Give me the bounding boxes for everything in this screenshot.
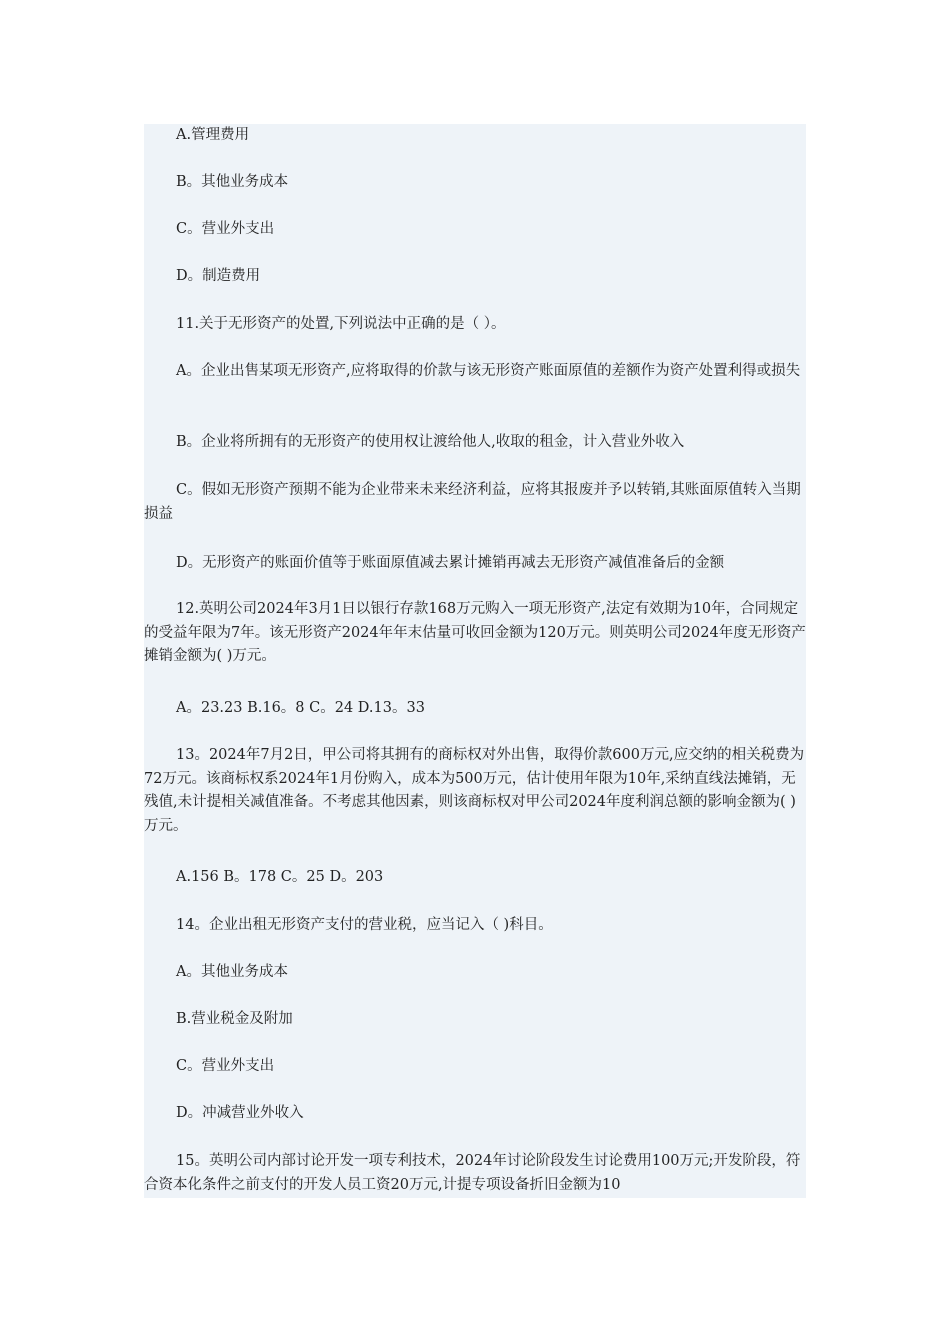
option-c-paragraph: C。营业外支出 — [176, 221, 275, 237]
question-11: 11.关于无形资产的处置,下列说法中正确的是（ ）。 — [176, 316, 506, 332]
question-11-option-a: A。企业出售某项无形资产,应将取得的价款与该无形资产账面原值的差额作为资产处置利得或损失 — [176, 363, 801, 379]
question-11-option-d: D。无形资产的账面价值等于账面原值减去累计摊销再减去无形资产减值准备后的金额 — [176, 555, 725, 571]
option-b-paragraph: B。其他业务成本 — [176, 174, 289, 190]
question-12: 12.英明公司2024年3月1日以银行存款168万元购入一项无形资产,法定有效期为10年，合同规定的受益年限为7年。该无形资产2024年年末估量可收回金额为120万元。则英明公司2024年度无形资产摊销金额为( )万元。 — [144, 601, 806, 664]
question-13: 13。2024年7月2日，甲公司将其拥有的商标权对外出售，取得价款600万元,应交纳的相关税费为72万元。该商标权系2024年1月份购入，成本为500万元，估计使用年限为10年,采纳直线法摊销，无残值,未计提相关减值准备。不考虑其他因素，则该商标权对甲公司2024年度利润总额的影响金额为( )万元。 — [144, 747, 805, 834]
question-13-options: A.156 B。178 C。25 D。203 — [176, 869, 384, 885]
question-11-option-c: C。假如无形资产预期不能为企业带来未来经济利益，应将其报废并予以转销,其账面原值转入当期损益 — [144, 482, 801, 522]
question-11-option-b: B。企业将所拥有的无形资产的使用权让渡给他人,收取的租金，计入营业外收入 — [176, 434, 685, 450]
question-14-option-d: D。冲减营业外收入 — [176, 1105, 304, 1121]
option-a-paragraph: A.管理费用 — [176, 127, 250, 143]
question-14-option-b: B.营业税金及附加 — [176, 1011, 293, 1027]
question-15: 15。英明公司内部讨论开发一项专利技术，2024年讨论阶段发生讨论费用100万元;开发阶段，符合资本化条件之前支付的开发人员工资20万元,计提专项设备折旧金额为10 — [144, 1153, 801, 1193]
document-content — [144, 124, 806, 1198]
question-14-option-a: A。其他业务成本 — [176, 964, 288, 980]
question-12-options: A。23.23 B.16。8 C。24 D.13。33 — [176, 700, 425, 716]
option-d-paragraph: D。制造费用 — [176, 268, 261, 284]
question-14: 14。企业出租无形资产支付的营业税，应当记入（ )科目。 — [176, 917, 553, 933]
question-14-option-c: C。营业外支出 — [176, 1058, 275, 1074]
